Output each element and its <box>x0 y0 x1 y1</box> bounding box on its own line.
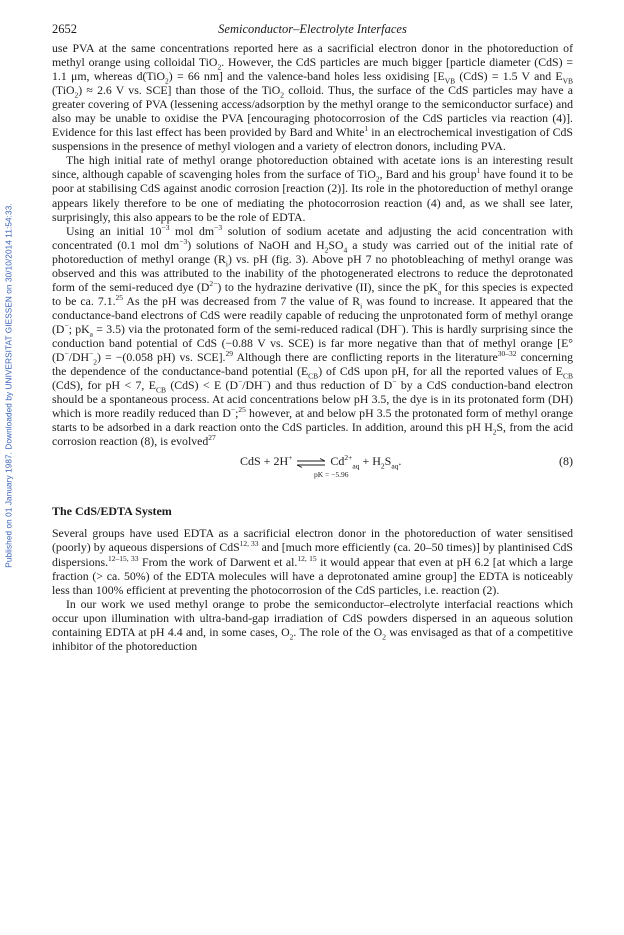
equation-pk: pK = −5.96 <box>314 470 349 480</box>
paragraph-5: In our work we used methyl orange to probe the semiconductor–electrolyte interfacial reactions which occur upon illumination with ultra-band-gap irradiation of CdS powders dispersed in an aqueous solution containing EDTA at pH 4.4 and, in some cases, $O_2$. The role of the $O_2$ was envisaged as that of a competitive inhibitor of the photoreduction <box>52 596 573 653</box>
paragraph-1: use PVA at the same concentrations reported here as a sacrificial electron donor in the photoreduction of methyl orange using colloidal TiO$_2$. However, the CdS particles are much bigger [particle diameter (CdS) = 1.1 μm, whereas d(TiO$_2$) = 66 nm] and the valence-band holes less oxidising [$E_{VB}$ (CdS) = 1.5 V and $E_{VB}$ (TiO$_2$) ≈ 2.6 V vs. SCE] than those of the TiO$_2$ colloid. Thus, the surface of the CdS particles may have a greater covering of PVA (lessening access/adsorption by the methyl orange to the semiconductor surface) and also may be unable to oxidise the PVA [encouraging photocorrosion of the CdS particles via reaction (4)]. Evidence for this last effect has been provided by Bard and White$^1$ in an electrochemical investigation of CdS suspensions in the presence of methyl viologen and a variety of electron donors, including PVA. <box>52 41 573 154</box>
paragraph-4: Several groups have used EDTA as a sacrificial electron donor in the photoreduction of water sensitised (poorly) by aqueous dispersions of CdS$^{12, 33}$ and [much more efficiently (ca. 20–50 times)] by plantinised CdS dispersions.$^{12-15, 33}$ From the work of Darwent et al.$^{12, 15}$ it would appear that even at pH 6.2 [at which a large fraction (> ca. 50%) of the EDTA molecules will have a deprotonated amine group] the EDTA is noticeably less than 100% efficient at preventing the photocorrosion of the CdS particles, i.e. reaction (2). <box>52 526 574 597</box>
equation-expression: CdS + 2H+ $Cd^{2+}_{aq} + H_2S_{aq}$. <box>240 453 402 471</box>
section-heading: The CdS/EDTA System <box>52 504 172 519</box>
page-number: 2652 <box>52 22 77 36</box>
article-body <box>52 41 573 653</box>
paragraph-3: Using an initial $10^{-3}$ mol $dm^{-3}$ solution of sodium acetate and adjusting the acid concentration with concentrated (0.1 mol $dm^{-3}$) solutions of NaOH and $H_2SO_4$ a study was carried out of the initial rate of photoreduction of methyl orange $(R_i)$ vs. pH (fig. 3). Above pH 7 no photobleaching of methyl orange was observed and this was attributed to the inability of the photogenerated electrons to reduce the deprotonated form of the semi-reduced dye $(D^{2-})$ to the hydrazine derivative (II), since the $pK_a$ for this species is expected to be ca. 7.1.25 As the pH was decreased from 7 the value of $R_i$ was found to increase. It appeared that the conductance-band electrons of CdS were readily capable of reducing the unprotonated form of methyl orange (D−; $pK_a = 3.5$) via the protonated form of the semi-reduced radical (DH−). This is hardly surprising since the conduction band potential of CdS (−0.88 V vs. SCE) is far more negative than that of methyl orange [$E^\circ(D^-/DH^-_2) = -(0.058$ pH) vs. SCE].$^{29}$ Although there are conflicting reports in the literature$^{30-32}$ concerning the dependence of the conductance-band potential $(E_{CB})$ of CdS upon pH, for all the reported values of $E_{CB}$ (CdS), for pH < 7, $E_{CB}$ (CdS) < E (D−/DH−) and thus reduction of D− by a CdS conduction-band electron should be a spontaneous process. At acid concentrations below pH 3.5, the dye is in its protonated form (DH) which is more readily reduced than D−;$^{25}$ however, at and below pH 3.5 the protonated form of methyl orange starts to be adsorbed in a dark reaction onto the CdS particles. In addition, around this pH $H_2S$, from the acid corrosion reaction (8), is evolved$^{27}$ <box>52 222 574 449</box>
equation-number: (8) <box>559 454 573 469</box>
paragraph-2: The high initial rate of methyl orange photoreduction obtained with acetate ions is an interesting result since, although capable of scavenging holes from the surface of TiO$_2$, Bard and his group$^1$ have found it to be poor at stabilising CdS against anodic corrosion [reaction (2)]. Its role in the photoreduction of methyl orange appears likely therefore to be one of mediating the photocorrosion reaction (4) and, as we shall see later, surprisingly, this also appears to be the role of EDTA. <box>52 153 573 224</box>
running-title: Semiconductor–Electrolyte Interfaces <box>218 22 407 36</box>
equilibrium-arrows <box>296 458 326 468</box>
equation-8 <box>52 452 573 486</box>
download-watermark <box>2 150 16 620</box>
page-header <box>52 22 573 38</box>
watermark-text: Published on 01 January 1987. Downloaded by UNIVERSITAT GIESSEN on 30/10/2014 11:54:33. <box>4 202 14 568</box>
